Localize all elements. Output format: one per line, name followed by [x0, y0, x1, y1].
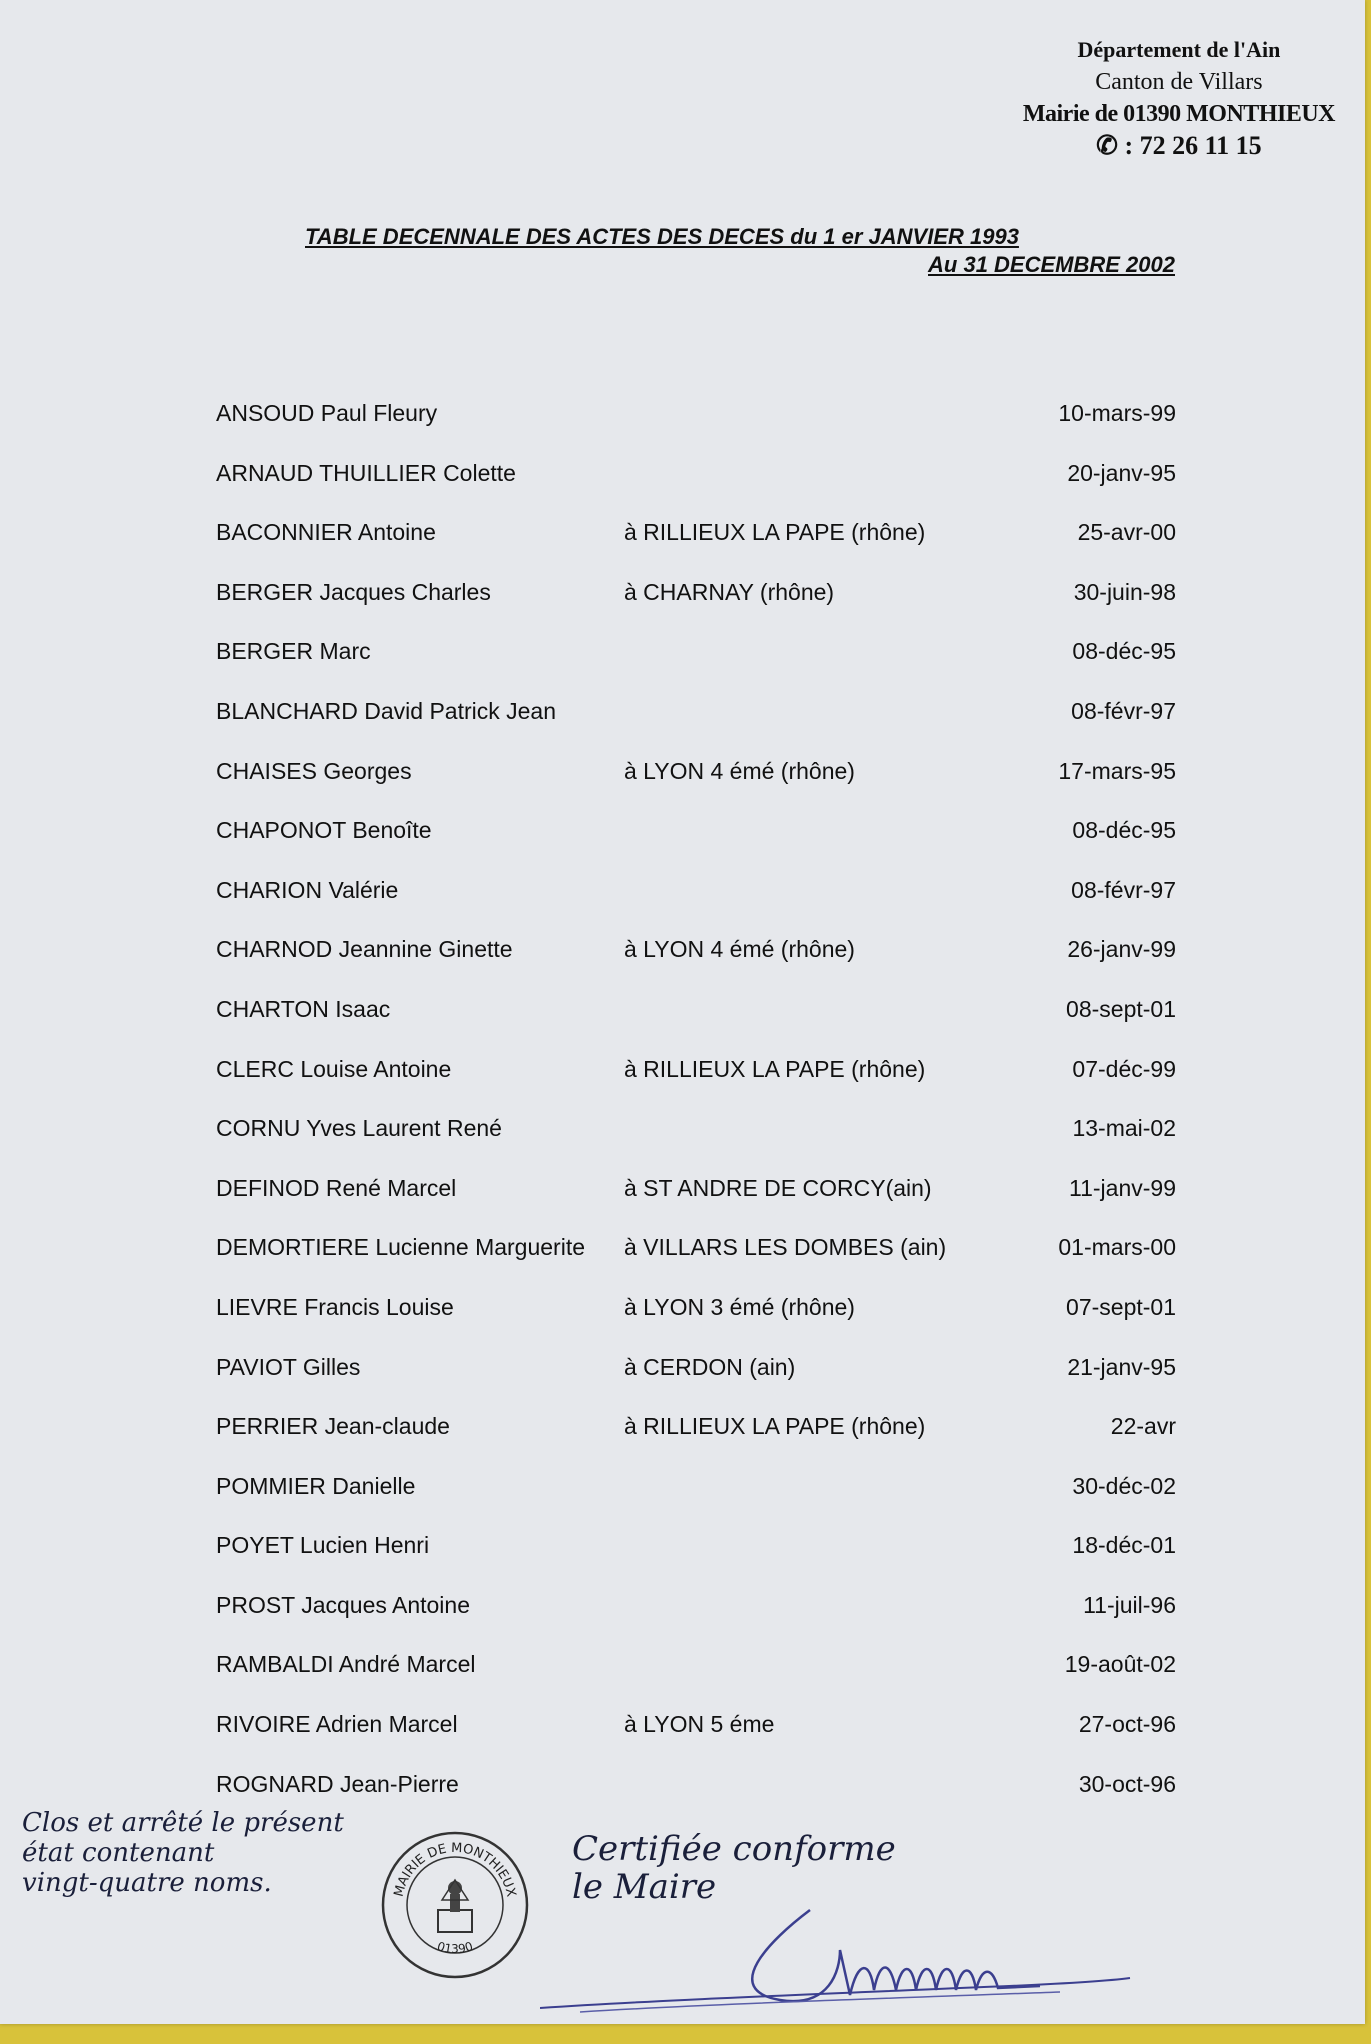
record-name: DEFINOD René Marcel	[216, 1174, 457, 1201]
closing-note-line-3: vingt-quatre noms.	[22, 1868, 272, 1898]
record-date: 21-janv-95	[1067, 1353, 1176, 1380]
record-place: à CERDON (ain)	[624, 1353, 796, 1380]
stamp-phone: ✆ : 72 26 11 15	[1096, 131, 1262, 160]
record-row	[216, 1711, 1176, 1771]
record-row	[216, 638, 1176, 698]
title-line-2: Au 31 DECEMBRE 2002	[928, 252, 1175, 277]
record-row	[216, 1175, 1176, 1235]
record-place: à ST ANDRE DE CORCY(ain)	[624, 1174, 932, 1201]
death-records-list	[216, 400, 1176, 1830]
record-row	[216, 817, 1176, 877]
record-name: CORNU Yves Laurent René	[216, 1115, 502, 1142]
record-name: BERGER Marc	[216, 638, 371, 665]
record-place: à VILLARS LES DOMBES (ain)	[624, 1234, 947, 1261]
record-name: ARNAUD THUILLIER Colette	[216, 459, 516, 486]
record-date: 30-juin-98	[1073, 578, 1176, 605]
record-place: à LYON 5 éme	[624, 1711, 775, 1738]
stamp-department: Département de l'Ain	[1077, 37, 1281, 62]
record-date: 07-déc-99	[1072, 1055, 1176, 1082]
record-row	[216, 1532, 1176, 1592]
record-date: 08-déc-95	[1072, 817, 1176, 844]
record-name: POMMIER Danielle	[216, 1472, 416, 1499]
record-name: PERRIER Jean-claude	[216, 1413, 450, 1440]
closing-note	[22, 1808, 344, 1898]
certification-line-2: le Maire	[572, 1867, 717, 1907]
record-row	[216, 519, 1176, 579]
record-date: 26-janv-99	[1067, 936, 1176, 963]
record-date: 13-mai-02	[1072, 1115, 1176, 1142]
record-date: 18-déc-01	[1072, 1532, 1176, 1559]
record-date: 19-août-02	[1064, 1651, 1176, 1678]
record-place: à RILLIEUX LA PAPE (rhône)	[624, 1413, 926, 1440]
record-place: à CHARNAY (rhône)	[624, 578, 835, 605]
record-date: 01-mars-00	[1058, 1234, 1176, 1261]
document-title	[305, 224, 1175, 278]
stamp-mairie: Mairie de 01390 MONTHIEUX	[1022, 101, 1335, 127]
record-date: 20-janv-95	[1067, 459, 1176, 486]
record-name: CLERC Louise Antoine	[216, 1055, 452, 1082]
record-date: 25-avr-00	[1077, 519, 1176, 546]
record-date: 22-avr	[1110, 1413, 1176, 1440]
record-date: 30-oct-96	[1078, 1770, 1176, 1797]
record-row	[216, 1592, 1176, 1652]
record-name: BERGER Jacques Charles	[216, 578, 491, 605]
record-row	[216, 1234, 1176, 1294]
mairie-stamp	[1023, 34, 1335, 162]
record-name: ROGNARD Jean-Pierre	[216, 1770, 459, 1797]
seal-text-top: MAIRIE DE MONTHIEUX	[391, 1840, 519, 1899]
record-row	[216, 1771, 1176, 1831]
record-name: CHARTON Isaac	[216, 995, 391, 1022]
record-row	[216, 1354, 1176, 1414]
record-row	[216, 1413, 1176, 1473]
record-date: 10-mars-99	[1058, 400, 1176, 426]
record-name: RAMBALDI André Marcel	[216, 1651, 476, 1678]
record-name: BLANCHARD David Patrick Jean	[216, 697, 557, 724]
record-date: 08-sept-01	[1066, 995, 1176, 1022]
record-name: ANSOUD Paul Fleury	[216, 400, 438, 426]
record-date: 11-juil-96	[1083, 1591, 1176, 1618]
record-name: POYET Lucien Henri	[216, 1532, 430, 1559]
record-row	[216, 400, 1176, 460]
closing-note-line-2: état contenant	[22, 1838, 215, 1868]
record-place: à LYON 4 émé (rhône)	[624, 757, 855, 784]
seal-text-bottom: 01390	[435, 1939, 475, 1957]
record-name: CHARNOD Jeannine Ginette	[216, 936, 513, 963]
certification-line-1: Certifiée conforme	[572, 1829, 896, 1869]
record-date: 08-févr-97	[1071, 697, 1176, 724]
record-date: 17-mars-95	[1058, 757, 1176, 784]
mairie-seal	[380, 1830, 530, 1980]
record-date: 08-févr-97	[1071, 876, 1176, 903]
record-name: CHARION Valérie	[216, 876, 399, 903]
record-row	[216, 758, 1176, 818]
record-name: DEMORTIERE Lucienne Marguerite	[216, 1234, 585, 1261]
record-name: PAVIOT Gilles	[216, 1353, 361, 1380]
record-place: à LYON 3 émé (rhône)	[624, 1293, 855, 1320]
record-row	[216, 1115, 1176, 1175]
record-row	[216, 936, 1176, 996]
record-row	[216, 698, 1176, 758]
closing-note-line-1: Clos et arrêté le présent	[22, 1808, 344, 1838]
record-name: CHAPONOT Benoîte	[216, 817, 432, 844]
record-row	[216, 460, 1176, 520]
svg-text:01390	[435, 1939, 474, 1956]
certification-note	[572, 1830, 896, 1906]
record-name: PROST Jacques Antoine	[216, 1591, 470, 1618]
stamp-canton: Canton de Villars	[1095, 69, 1263, 95]
title-line-1: TABLE DECENNALE DES ACTES DES DECES du 1 er JANVIER 1993	[305, 224, 1019, 249]
record-date: 11-janv-99	[1069, 1174, 1176, 1201]
record-row	[216, 1651, 1176, 1711]
record-date: 30-déc-02	[1072, 1472, 1176, 1499]
seal-emblem	[438, 1880, 472, 1932]
record-place: à RILLIEUX LA PAPE (rhône)	[624, 1055, 926, 1082]
record-date: 07-sept-01	[1066, 1293, 1176, 1320]
record-date: 27-oct-96	[1078, 1711, 1176, 1738]
record-row	[216, 1294, 1176, 1354]
record-place: à LYON 4 émé (rhône)	[624, 936, 855, 963]
record-name: RIVOIRE Adrien Marcel	[216, 1711, 458, 1738]
mayor-signature	[540, 1900, 1140, 2020]
record-row	[216, 579, 1176, 639]
record-name: LIEVRE Francis Louise	[216, 1293, 454, 1320]
record-row	[216, 1473, 1176, 1533]
record-name: CHAISES Georges	[216, 757, 412, 784]
record-row	[216, 1056, 1176, 1116]
record-row	[216, 996, 1176, 1056]
record-date: 08-déc-95	[1072, 638, 1176, 665]
record-row	[216, 877, 1176, 937]
record-place: à RILLIEUX LA PAPE (rhône)	[624, 519, 926, 546]
record-name: BACONNIER Antoine	[216, 519, 436, 546]
